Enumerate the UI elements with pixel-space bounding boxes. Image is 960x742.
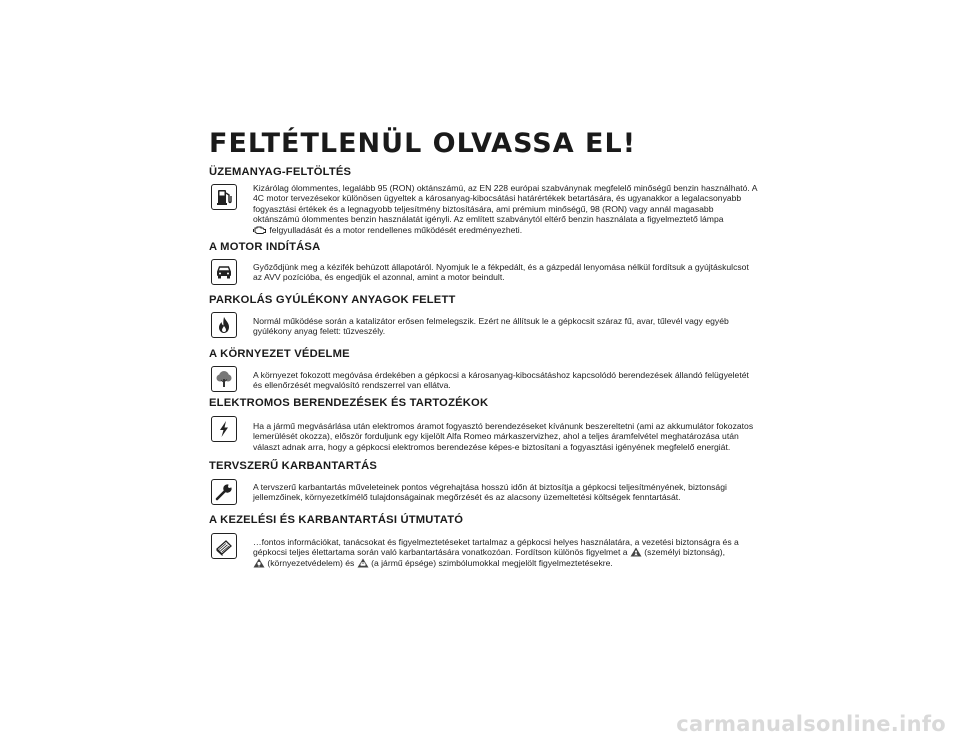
warning-environment-icon [253, 558, 265, 568]
text-line: és ellenőrzését megvalósító rendszerrel van ellátva. [253, 380, 451, 391]
text-line: 4C motor tervezésekor különösen ügyeltek a károsanyag-kibocsátási határértékek betartására, és ugyanakkor a legalacsonyabb [253, 193, 742, 204]
text-line: jellemzőinek, környezetkímélő tulajdonságainak megőrzését és az alacsony üzemeltetési költségek fenntartását. [253, 492, 681, 503]
section-text [253, 421, 809, 452]
text-line: választ adnak arra, hogy a gépkocsi elektromos berendezése képes-e biztosítani a fogyasztási igényének megfelelő energiát. [253, 441, 731, 452]
section-electrical [209, 397, 809, 452]
section-heading: ÜZEMANYAG-FELTÖLTÉS [209, 166, 352, 178]
tree-icon [211, 366, 237, 392]
section-parking [209, 294, 809, 337]
text-fragment: gépkocsi teljes élettartama során való karbantartására vonatkozóan. Fordítson különös figyelmet a [253, 547, 628, 558]
text-line: A tervszerű karbantartás műveleteinek pontos végrehajtása hosszú időn át biztosítja a gépkocsi teljesítményének, biztonsági [253, 482, 727, 492]
text-line [253, 558, 809, 568]
text-fragment: (környezetvédelem) és [267, 557, 355, 568]
warning-vehicle-icon [357, 558, 369, 568]
section-heading: PARKOLÁS GYÚLÉKONY ANYAGOK FELETT [209, 294, 456, 306]
text-line: gyúlékony anyag felett: tűzveszély. [253, 326, 386, 337]
text-line: az AVV pozícióba, és engedjük el azonnal, amint a motor beindult. [253, 272, 505, 283]
text-fragment: (személyi biztonság), [644, 547, 726, 558]
text-line: Normál működése során a katalizátor erősen felmelegszik. Ezért ne állítsuk le a gépkocsit száraz fű, avar, tűlevél vagy egyéb [253, 316, 729, 326]
site-watermark: carmanualsonline.info [676, 712, 946, 736]
section-text [253, 370, 809, 391]
section-heading: A MOTOR INDÍTÁSA [209, 241, 321, 253]
text-line [253, 225, 809, 235]
car-front-icon [211, 259, 237, 285]
fuel-pump-icon [211, 184, 237, 210]
engine-warning-icon [253, 225, 267, 235]
text-line: fogyasztási értékek és a legnagyobb teljesítmény biztosítására, ami prémium minőségű, 98 (RON) vagy annál magasabb [253, 203, 714, 214]
section-maintenance [209, 460, 809, 503]
section-text [253, 316, 809, 337]
section-text [253, 262, 809, 283]
text-fragment: felgyulladását és a motor rendellenes működését eredményezheti. [269, 224, 523, 235]
section-heading: TERVSZERŰ KARBANTARTÁS [209, 460, 378, 472]
section-text [253, 482, 809, 503]
lightning-icon [211, 416, 237, 442]
warning-person-icon [630, 547, 642, 557]
text-line [253, 547, 809, 557]
text-line: Kizárólag ólommentes, legalább 95 (RON) oktánszámú, az EN 228 európai szabványnak megfelelő minőségű benzin használható. A [253, 183, 758, 193]
section-text [253, 183, 809, 235]
text-line: lemerülését okozza), először forduljunk egy kijelölt Alfa Romeo márkaszervizhez, ahol a teljes áramfelvétel meghatározása után [253, 431, 739, 442]
page-title: FELTÉTLENÜL OLVASSA EL! [209, 128, 637, 159]
text-line: …fontos információkat, tanácsokat és figyelmeztetéseket tartalmaz a gépkocsi helyes használatára, a vezetési biztonságra és a [253, 537, 739, 547]
text-line: oktánszámú ólommentes benzin használatát igényli. Az említett szabványtól eltérő benzin használata a figyelmeztető lámpa [253, 214, 724, 225]
section-text [253, 537, 809, 568]
text-fragment: (a jármű épsége) szimbólumokkal megjelölt figyelmeztetésekre. [371, 557, 613, 568]
wrench-icon [211, 479, 237, 505]
text-line: Győződjünk meg a kézifék behúzott állapotáról. Nyomjuk le a fékpedált, és a gázpedál lenyomása nélkül fordítsuk a gyújtáskulcsot [253, 262, 749, 272]
section-engine-start [209, 241, 809, 283]
flame-icon [211, 312, 237, 338]
section-heading: A KEZELÉSI ÉS KARBANTARTÁSI ÚTMUTATÓ [209, 514, 464, 526]
text-line: A környezet fokozott megóvása érdekében a gépkocsi a károsanyag-kibocsátáshoz kapcsolódó berendezések állandó felügyeletét [253, 370, 749, 380]
section-environment [209, 348, 809, 391]
section-fuel [209, 166, 809, 235]
section-heading: A KÖRNYEZET VÉDELME [209, 348, 350, 360]
section-handbook [209, 514, 809, 568]
text-line: Ha a jármű megvásárlása után elektromos áramot fogyasztó berendezéseket kívánunk beszereltetni (ami az akkumulátor fokozatos [253, 421, 754, 431]
manual-book-icon [211, 533, 237, 559]
section-heading: ELEKTROMOS BERENDEZÉSEK ÉS TARTOZÉKOK [209, 397, 489, 409]
